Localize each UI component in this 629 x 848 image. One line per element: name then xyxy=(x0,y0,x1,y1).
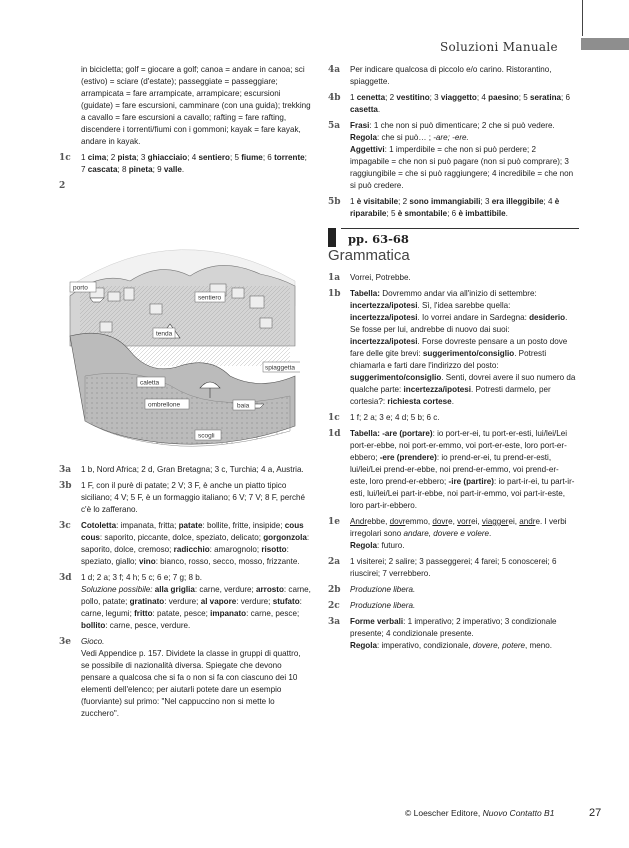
footer-credit: © Loescher Editore, Nuovo Contatto B1 xyxy=(405,808,555,818)
exercise-label: 4a xyxy=(328,65,341,75)
exercise-g2c xyxy=(328,600,576,612)
exercise-label: 3c xyxy=(59,521,71,531)
label-baia: baia xyxy=(237,402,250,410)
header-tab xyxy=(581,38,629,50)
exercise-5b xyxy=(328,196,576,220)
rule-text: Regola: imperativo, condizionale, dovere, potere, meno. xyxy=(350,641,553,650)
exercise-g1b xyxy=(328,288,576,408)
section-header xyxy=(328,228,576,262)
possible-solution: Soluzione possibile: alla griglia: carne, verdure; arrosto: carne, pollo, patate; gratinato: verdure; al vapore: verdure; stufato: carne, legumi; fritto: patate, pesce; impanato: carne, pesce; bollito: carne, pesce, verdure. xyxy=(81,585,311,630)
answer-text: 1 cima; 2 pista; 3 ghiacciaio; 4 sentiero; 5 fiume; 6 torrente; 7 cascata; 8 pineta; 9 valle. xyxy=(81,153,307,174)
answer-text: Produzione libera. xyxy=(350,585,416,594)
exercise-g1a xyxy=(328,272,576,284)
top-rule xyxy=(582,0,583,36)
exercise-label: 1c xyxy=(328,413,340,423)
exercise-g2a xyxy=(328,556,576,580)
exercise-3d xyxy=(59,572,311,632)
exercise-label: 2b xyxy=(328,585,341,595)
answer-text: Forme verbali: 1 imperativo; 2 imperativo; 3 condizionale presente; 4 condizionale presente. xyxy=(350,617,557,638)
answer-text: Per indicare qualcosa di piccolo e/o carino. Ristorantino, spiaggette. xyxy=(350,65,552,86)
exercise-3b xyxy=(59,480,311,516)
exercise-5a xyxy=(328,120,576,192)
answer-text: Tabella: -are (portare): io port-er-ei, tu port-er-esti, lui/lei/Lei port-er-ebbe, noi port-er-emmo, voi port-er-este, loro port-er-ebbero; -ere (prendere): io prend-er-ei, tu prend-er-esti, lui/lei/Lei prend-er-ebbe, noi prend-er-emmo, voi prend-er-este, loro prend-er-ebbero; -ire (partire): io part-ir-ei, tu part-ir-esti, lui/lei/Lei part-ir-ebbe, noi part-ir-emmo, voi part-ir-este, loro part-ir-ebbero. xyxy=(350,429,575,510)
seaside-illustration xyxy=(60,226,300,448)
exercise-label: 3a xyxy=(59,465,72,475)
exercise-label: 3d xyxy=(59,573,72,583)
label-porto: porto xyxy=(73,284,88,292)
exercise-label: 3b xyxy=(59,481,72,491)
rule-text: Regola: che si può… ; -are; -ere. xyxy=(350,133,469,142)
left-column-lower xyxy=(59,464,311,720)
answer-text: 1 d; 2 a; 3 f; 4 h; 5 c; 6 e; 7 g; 8 b. xyxy=(81,573,203,582)
exercise-g1e xyxy=(328,516,576,552)
exercise-label: 2c xyxy=(328,601,340,611)
answer-text: 1 F, con il purè di patate; 2 V; 3 F, è anche un piatto tipico siciliano; 4 V; 5 F, è un formaggio italiano; 6 V; 7 V; 8 F, perché c'è lo zafferano. xyxy=(81,481,306,514)
exercise-2 xyxy=(59,180,311,192)
section-pages: pp. 63-68 xyxy=(348,232,409,246)
exercise-label: 5a xyxy=(328,121,341,131)
answer-text: Tabella: Dovremmo andar via all'inizio di settembre: incertezza/ipotesi. Sì, l'idea sarebbe quella: incertezza/ipotesi. Io vorrei andare in Sardegna: desiderio. Se fosse per lui, andrebbe di nuovo dai suoi: incertezza/ipotesi. Forse dovreste pensare a un posto dove fare delle gite brevi: suggerimento/consiglio. Potresti chiamarla e farti dare l'indirizzo del posto: suggerimento/consiglio. Senti, dovrei avere il suo numero da qualche parte: incertezza/ipotesi. Potresti darmelo, per cortesia?: richiesta cortese. xyxy=(350,289,576,406)
continued-text: in bicicletta; golf = giocare a golf; canoa = andare in canoa; sci (estivo) = sciare (d'estate); passeggiate = passeggiare; arrampicata = fare arrampicate, arrampicare; escursioni (guidate) = fare escursioni, camminare (con una guida); trekking a cavallo = fare escursioni a cavallo; rafting = fare rafting, discendere i torrenti/fiumi con i gommoni; kayak = fare kayak, andare in kayak. xyxy=(81,65,311,146)
exercise-4b xyxy=(328,92,576,116)
exercise-label: 1d xyxy=(328,429,341,439)
page-number: 27 xyxy=(589,807,602,819)
running-header: Soluzioni Manuale xyxy=(440,40,558,54)
label-spiaggetta: spiaggetta xyxy=(265,364,295,372)
exercise-title: Gioco. xyxy=(81,637,105,646)
exercise-3e xyxy=(59,636,311,720)
exercise-label: 1e xyxy=(328,517,340,527)
left-column xyxy=(59,64,311,192)
exercise-label: 2 xyxy=(59,181,66,191)
answer-text: Andrebbe, dovremmo, dovre, vorrei, viaggerei, andre. I verbi irregolari sono andare, dovere e volere. xyxy=(350,517,567,538)
exercise-label: 1c xyxy=(59,153,71,163)
exercise-4a xyxy=(328,64,576,88)
label-caletta: caletta xyxy=(140,379,160,387)
rule-text: Regola: futuro. xyxy=(350,541,405,550)
adjectives-text: Aggettivi: 1 imperdibile = che non si può perdere; 2 impagabile = che non si può pagare (non si può comprare); 3 raggiungibile = che si può raggiungere; 4 incredibile = che non si può credere. xyxy=(350,145,574,190)
section-rule xyxy=(341,228,579,229)
exercise-label: 4b xyxy=(328,93,341,103)
answer-text: Vorrei, Potrebbe. xyxy=(350,273,411,282)
exercise-g1d xyxy=(328,428,576,512)
exercise-label: 3a xyxy=(328,617,341,627)
answer-text: Produzione libera. xyxy=(350,601,416,610)
section-marker xyxy=(328,228,336,247)
answer-text: 1 visiterei; 2 salire; 3 passeggerei; 4 farei; 5 conoscerei; 6 riuscirei; 7 verrebbero. xyxy=(350,557,557,578)
exercise-label: 2a xyxy=(328,557,341,567)
answer-text: Vedi Appendice p. 157. Dividete la classe in gruppi di quattro, se possibile di nazionalità diversa. Spiegate che devono pensare a qualcosa che si fa o non si fa con ciascuno dei 10 elementi dell'elenco; per aiutarli potete dare un esempio (fuorviante) sul primo: "Nel cappuccino non si mette lo zucchero". xyxy=(81,649,301,718)
answer-text: 1 f; 2 a; 3 e; 4 d; 5 b; 6 c. xyxy=(350,413,440,422)
exercise-3a xyxy=(59,464,311,476)
label-ombrellone: ombrellone xyxy=(148,401,181,409)
label-scogli: scogli xyxy=(198,432,215,440)
section-title: Grammatica xyxy=(328,247,410,264)
exercise-g3a xyxy=(328,616,576,652)
exercise-1c xyxy=(59,152,311,176)
answer-text: 1 è visitabile; 2 sono immangiabili; 3 era illeggibile; 4 è riparabile; 5 è smontabile; 6 è imbattibile. xyxy=(350,197,560,218)
answer-text: 1 b, Nord Africa; 2 d, Gran Bretagna; 3 c, Turchia; 4 a, Austria. xyxy=(81,465,304,474)
exercise-g1c xyxy=(328,412,576,424)
answer-text: Frasi: 1 che non si può dimenticare; 2 che si può vedere. xyxy=(350,121,555,130)
right-column xyxy=(328,64,576,652)
exercise-3c xyxy=(59,520,311,568)
exercise-label: 5b xyxy=(328,197,341,207)
exercise-label: 1a xyxy=(328,273,341,283)
exercise-g2b xyxy=(328,584,576,596)
label-sentiero: sentiero xyxy=(198,294,222,302)
exercise-label: 3e xyxy=(59,637,71,647)
answer-text: Cotoletta: impanata, fritta; patate: bollite, fritte, insipide; cous cous: saporito, piccante, dolce, speziato, delicato; gorgonzola: saporito, dolce, cremoso; radicchio: amarognolo; risotto: speziato, giallo; vino: bianco, rosso, secco, mosso, frizzante. xyxy=(81,521,310,566)
exercise-label: 1b xyxy=(328,289,341,299)
label-tenda: tenda xyxy=(156,330,173,338)
answer-text: 1 cenetta; 2 vestitino; 3 viaggetto; 4 paesino; 5 seratina; 6 casetta. xyxy=(350,93,571,114)
